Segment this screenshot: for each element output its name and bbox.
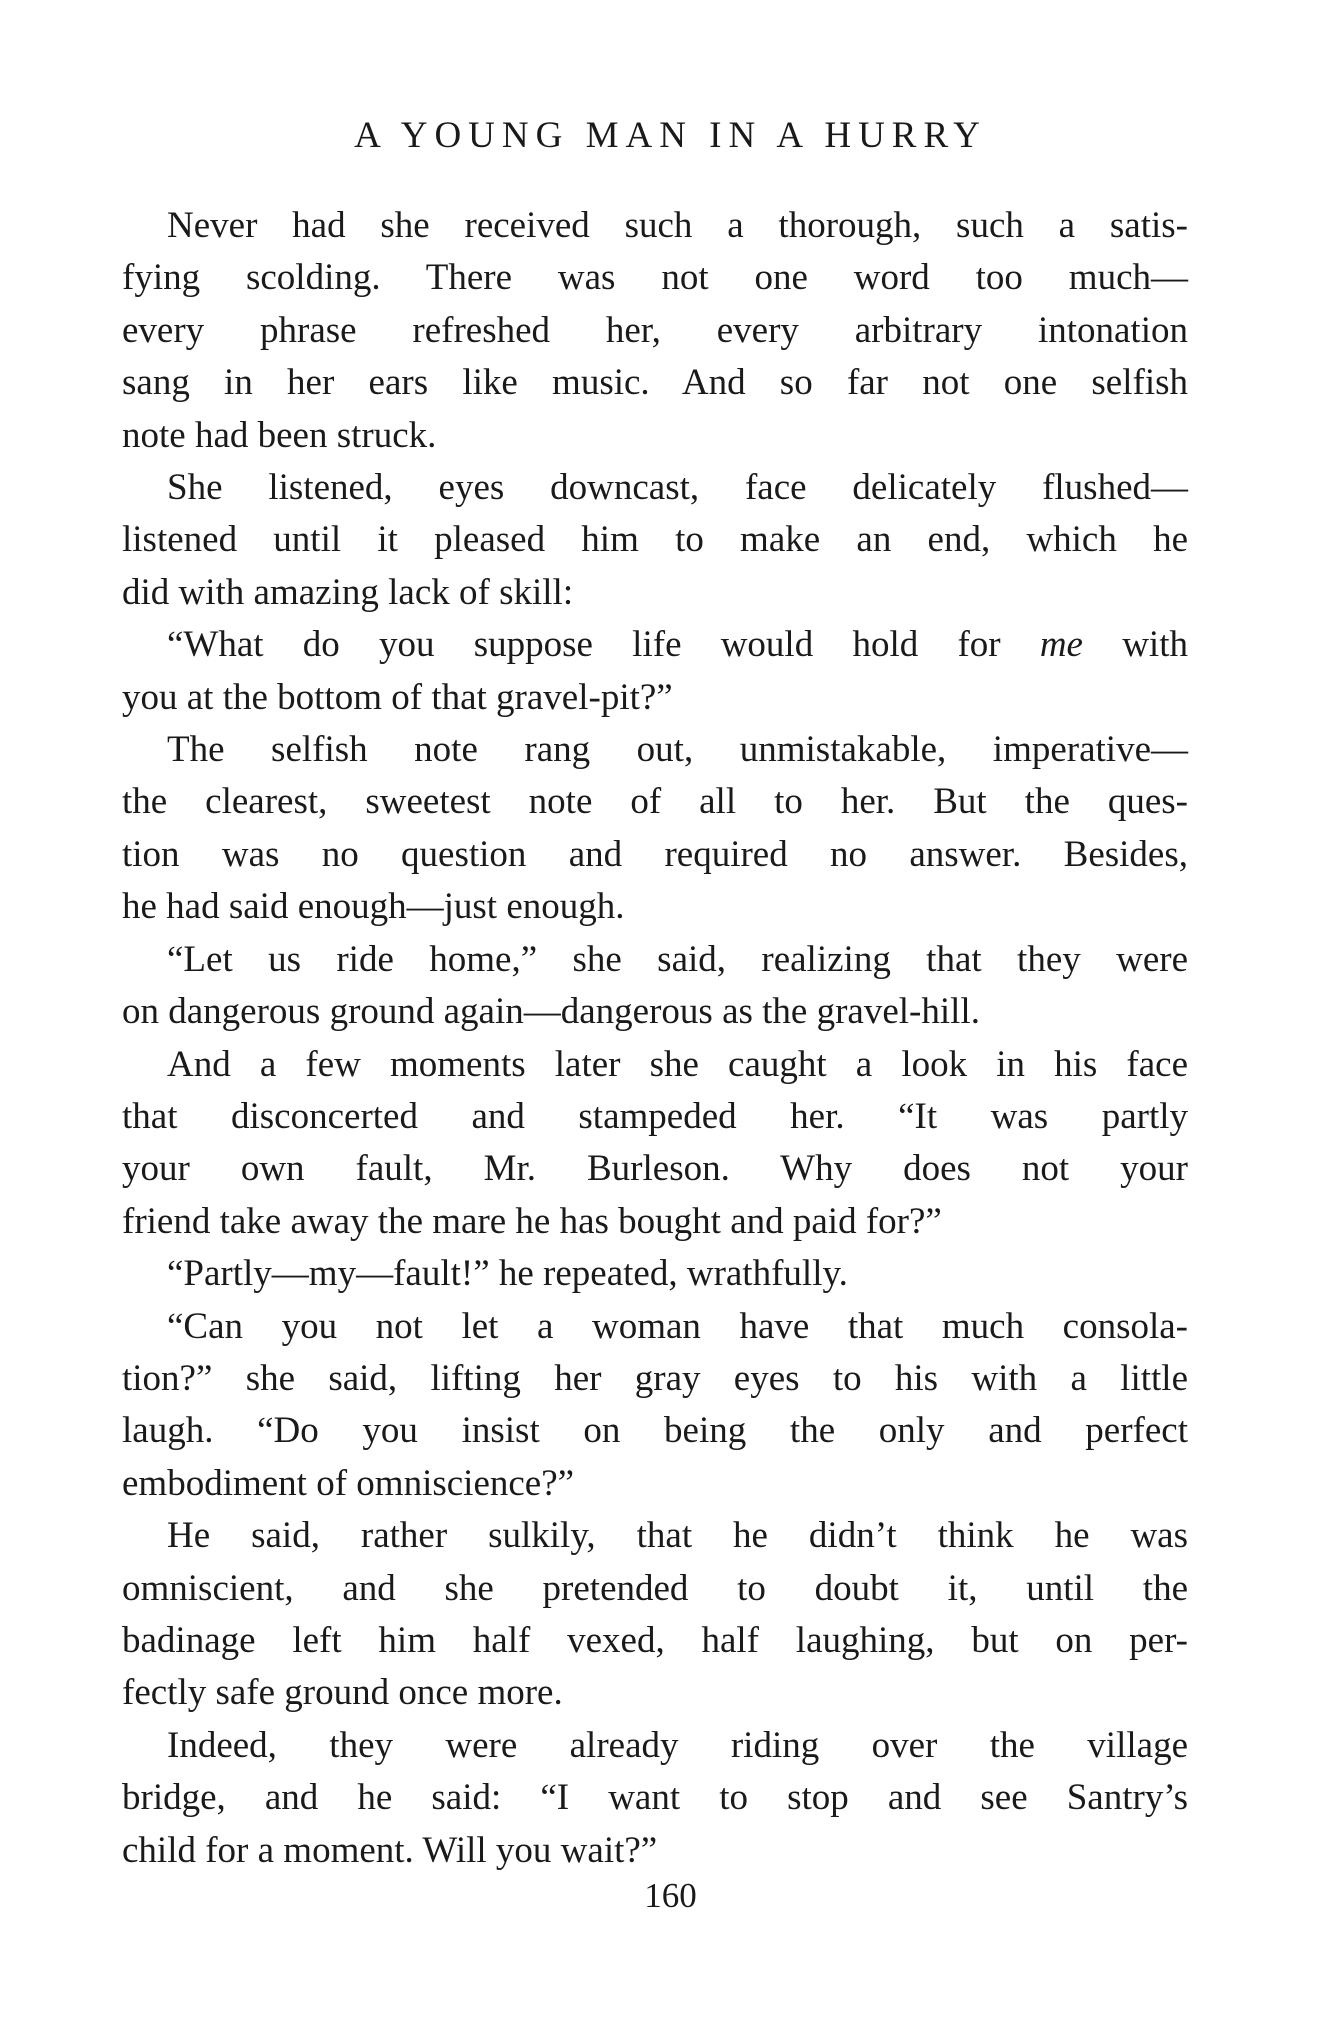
text-line: friend take away the mare he has bought and paid for?” — [122, 1200, 942, 1242]
text-line: you at the bottom of that gravel-pit?” — [122, 676, 673, 718]
text-line: tion?” she said, lifting her gray eyes to his with a little — [122, 1357, 1188, 1399]
running-head: A YOUNG MAN IN A HURRY — [354, 115, 987, 156]
text-line: Indeed, they were already riding over the village — [167, 1724, 1188, 1766]
text-line: sang in her ears like music. And so far not one selfish — [122, 362, 1188, 404]
text-line: on dangerous ground again—dangerous as the gravel-hill. — [122, 991, 980, 1033]
text-line: your own fault, Mr. Burleson. Why does not your — [122, 1148, 1188, 1190]
paragraph — [122, 1039, 1188, 1249]
paragraph — [122, 200, 1188, 462]
text-line: “Let us ride home,” she said, realizing that they were — [167, 938, 1188, 980]
text-line: And a few moments later she caught a look in his face — [167, 1043, 1188, 1085]
text-line: bridge, and he said: “I want to stop and see Santry’s — [122, 1777, 1188, 1819]
text-line: omniscient, and she pretended to doubt it, until the — [122, 1567, 1188, 1609]
text-line: He said, rather sulkily, that he didn’t think he was — [167, 1515, 1188, 1557]
text-line: embodiment of omniscience?” — [122, 1462, 575, 1504]
text-line: every phrase refreshed her, every arbitrary intonation — [122, 309, 1188, 351]
text-line: The selfish note rang out, unmistakable, imperative— — [167, 729, 1188, 771]
paragraph — [122, 1248, 1188, 1300]
text-line: laugh. “Do you insist on being the only and perfect — [122, 1410, 1188, 1452]
text-line: the clearest, sweetest note of all to her. But the ques- — [122, 781, 1188, 823]
text-line: “What do you suppose life would hold for me with — [167, 624, 1188, 666]
text-line: “Partly—my—fault!” he repeated, wrathfully. — [167, 1253, 848, 1295]
paragraph — [122, 462, 1188, 619]
text-line: listened until it pleased him to make an end, which he — [122, 519, 1188, 561]
paragraph — [122, 1720, 1188, 1877]
text-line: did with amazing lack of skill: — [122, 571, 574, 613]
emphasis: me — [1039, 624, 1083, 666]
text-line: Never had she received such a thorough, such a satis- — [167, 205, 1188, 246]
text-line: badinage left him half vexed, half laughing, but on per- — [122, 1619, 1188, 1661]
text-line: that disconcerted and stampeded her. “It was partly — [122, 1095, 1188, 1137]
text-line: note had been struck. — [122, 414, 437, 456]
text-line: “Can you not let a woman have that much consola- — [167, 1305, 1188, 1347]
paragraph — [122, 1510, 1188, 1720]
page-number: 160 — [644, 1876, 697, 1915]
text-line: fectly safe ground once more. — [122, 1672, 563, 1714]
paragraph — [122, 724, 1188, 934]
text-line: She listened, eyes downcast, face delicately flushed— — [167, 467, 1188, 509]
text-line: he had said enough—just enough. — [122, 886, 625, 928]
text-line: fying scolding. There was not one word too much— — [122, 257, 1188, 299]
text-line: tion was no question and required no answer. Besides, — [122, 833, 1188, 875]
paragraph — [122, 934, 1188, 1039]
text-line: child for a moment. Will you wait?” — [122, 1829, 658, 1871]
paragraph — [122, 619, 1188, 724]
paragraph — [122, 1301, 1188, 1511]
body-text — [122, 200, 1188, 1877]
